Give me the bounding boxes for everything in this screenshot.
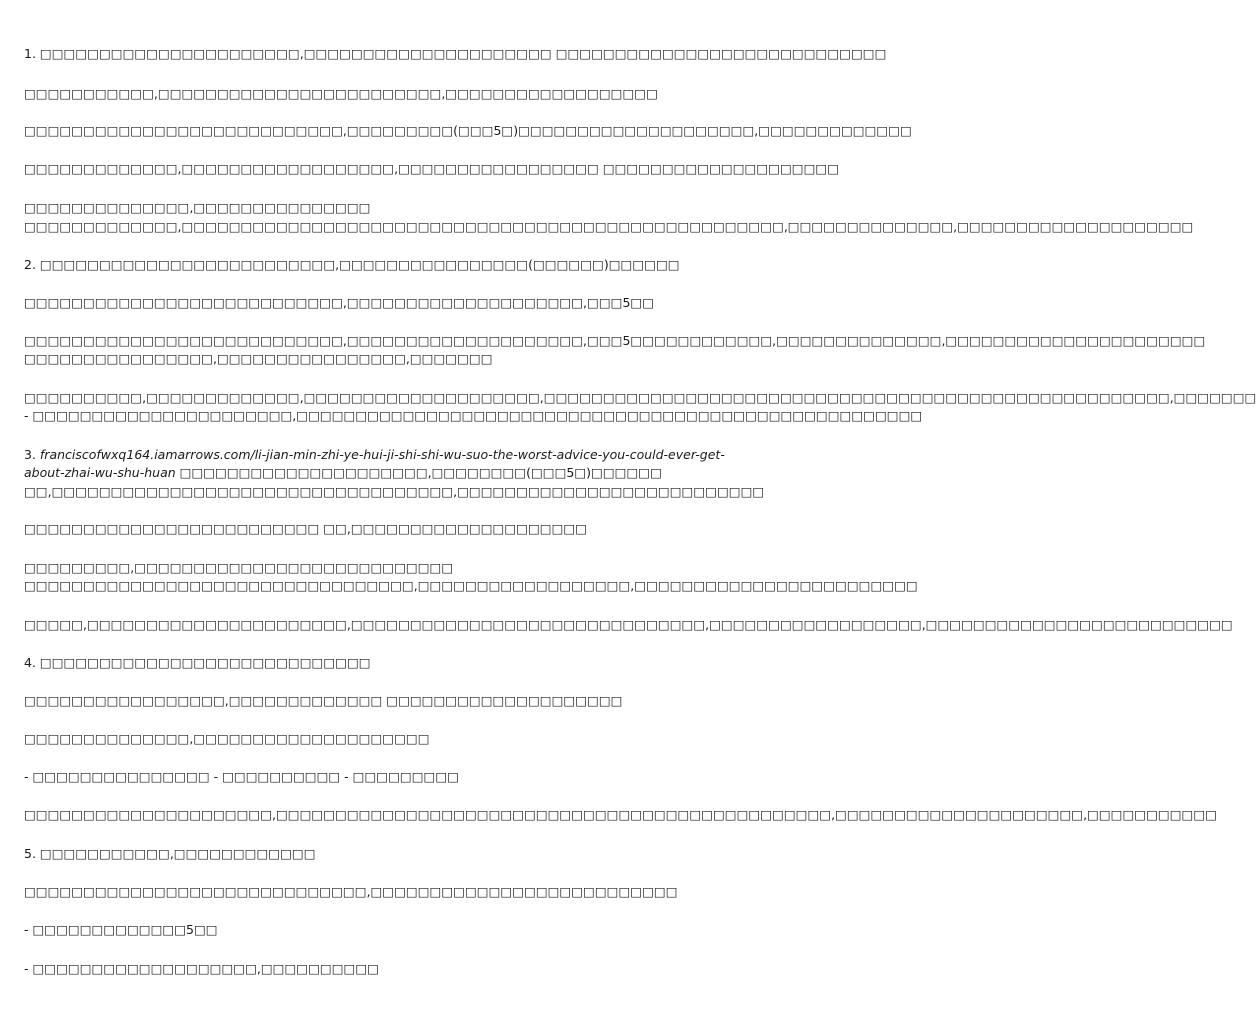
item-2-line-6: - □□□□□□□□□□□□□□□□□□□□□□,□□□□□□□□□□□□□□□□□□□□□□□□□□□□□□□□□□□□□□□□□□□□□□□□□□□□□ [24,408,923,423]
item-1-line-1: 1. □□□□□□□□□□□□□□□□□□□□□□,□□□□□□□□□□□□□□□□□□□□□ □□□□□□□□□□□□□□□□□□□□□□□□□□□□ [24,46,887,61]
item-5-bullet-1: - □□□□□□□□□□□□□5□□ [24,922,218,937]
item-4-heading: 4. □□□□□□□□□□□□□□□□□□□□□□□□□□□□ [24,655,371,670]
item-3-number: 3. [24,447,40,462]
item-4-bullets: - □□□□□□□□□□□□□□□ - □□□□□□□□□□ - □□□□□□□□□ [24,769,459,784]
item-2-line-3: □□□□□□□□□□□□□□□□□□□□□□□□□□□,□□□□□□□□□□□□□□□□□□□□,□□□5□□□□□□□□□□□□,□□□□□□□□□□□□□□,□□□□□□□□□□□□□□□□□□□□□□ [24,333,1206,348]
item-3-heading-cont [24,464,720,481]
item-1-line-2: □□□□□□□□□□□,□□□□□□□□□□□□□□□□□□□□□□□□,□□□□□□□□□□□□□□□□□□ [24,86,658,101]
item-1-line-5: □□□□□□□□□□□□□□,□□□□□□□□□□□□□□□ [24,200,371,215]
item-3-line-2: □□,□□□□□□□□□□□□□□□□□□□□□□□□□□□□□□□□□□,□□□□□□□□□□□□□□□□□□□□□□□□□□ [24,484,765,499]
item-3-heading-rest: □□□□□□□□□□□□□□□□□□□□□,□□□□□□□□(□□□5□)□□□□□□ [175,465,662,480]
item-3-line-3: □□□□□□□□□□□□□□□□□□□□□□□□□ □□,□□□□□□□□□□□□□□□□□□□□ [24,521,588,536]
article-link-cont[interactable]: about-zhai-wu-shu-huan [24,465,176,480]
item-2-line-2: □□□□□□□□□□□□□□□□□□□□□□□□□□□,□□□□□□□□□□□□□□□□□□□□,□□□5□□ [24,295,655,310]
item-2-line-5: □□□□□□□□□□,□□□□□□□□□□□□□,□□□□□□□□□□□□□□□□□□□□,□□□□□□□□□□□□□□□□□□□□□□□□□□□□□□□□□□□□□□□□□□□□□□□□□□□□□,□□□□□□□ [24,390,1256,405]
item-1-line-3: □□□□□□□□□□□□□□□□□□□□□□□□□□□,□□□□□□□□□(□□□5□)□□□□□□□□□□□□□□□□□□□□,□□□□□□□□□□□□□ [24,123,912,138]
article-link[interactable]: franciscofwxq164.iamarrows.com/li-jian-min-zhi-ye-hui-ji-shi-shi-wu-suo-the-worst-advice-you-could-ever-get- [39,447,725,462]
item-1-line-4: □□□□□□□□□□□□□,□□□□□□□□□□□□□□□□□□,□□□□□□□□□□□□□□□□□ □□□□□□□□□□□□□□□□□□□□ [24,161,840,176]
item-3-heading [24,446,725,463]
item-4-line-3: □□□□□□□□□□□□□□,□□□□□□□□□□□□□□□□□□□□ [24,731,430,746]
item-1-line-6: □□□□□□□□□□□□□,□□□□□□□□□□□□□□□□□□□□□□□□□□□□□□□□□□□□□□□□□□□□□□□□□□□,□□□□□□□□□□□□□□,□□□□□□□□□□□□□□□□□□□□ [24,219,1194,234]
item-3-line-6: □□□□□,□□□□□□□□□□□□□□□□□□□□□□,□□□□□□□□□□□□□□□□□□□□□□□□□□□□□□,□□□□□□□□□□□□□□□□□□,□□□□□□□□□□□□□□□□□□□□□□□□□□ [24,617,1233,632]
item-5-heading: 5. □□□□□□□□□□□,□□□□□□□□□□□□ [24,846,316,861]
item-3-line-5: □□□□□□□□□□□□□□□□□□□□□□□□□□□□□□□□□,□□□□□□□□□□□□□□□□□□,□□□□□□□□□□□□□□□□□□□□□□□□ [24,578,918,593]
item-2-heading: 2. □□□□□□□□□□□□□□□□□□□□□□□□□,□□□□□□□□□□□□□□□□(□□□□□□)□□□□□□ [24,257,680,272]
item-2-line-4: □□□□□□□□□□□□□□□□,□□□□□□□□□□□□□□□□,□□□□□□□ [24,351,493,366]
item-4-line-2: □□□□□□□□□□□□□□□□□,□□□□□□□□□□□□□ □□□□□□□□□□□□□□□□□□□□ [24,693,623,708]
item-4-line-5: □□□□□□□□□□□□□□□□□□□□□,□□□□□□□□□□□□□□□□□□□□□□□□□□□□□□□□□□□□□□□□□□□□□□□,□□□□□□□□□□□□□□□□□□□□□,□□□□□□□□□□□ [24,807,1217,822]
item-5-line-2: □□□□□□□□□□□□□□□□□□□□□□□□□□□□□,□□□□□□□□□□□□□□□□□□□□□□□□□□ [24,884,678,899]
item-3-line-4: □□□□□□□□□,□□□□□□□□□□□□□□□□□□□□□□□□□□□ [24,560,454,575]
item-5-bullet-2: - □□□□□□□□□□□□□□□□□□□,□□□□□□□□□□ [24,961,379,976]
